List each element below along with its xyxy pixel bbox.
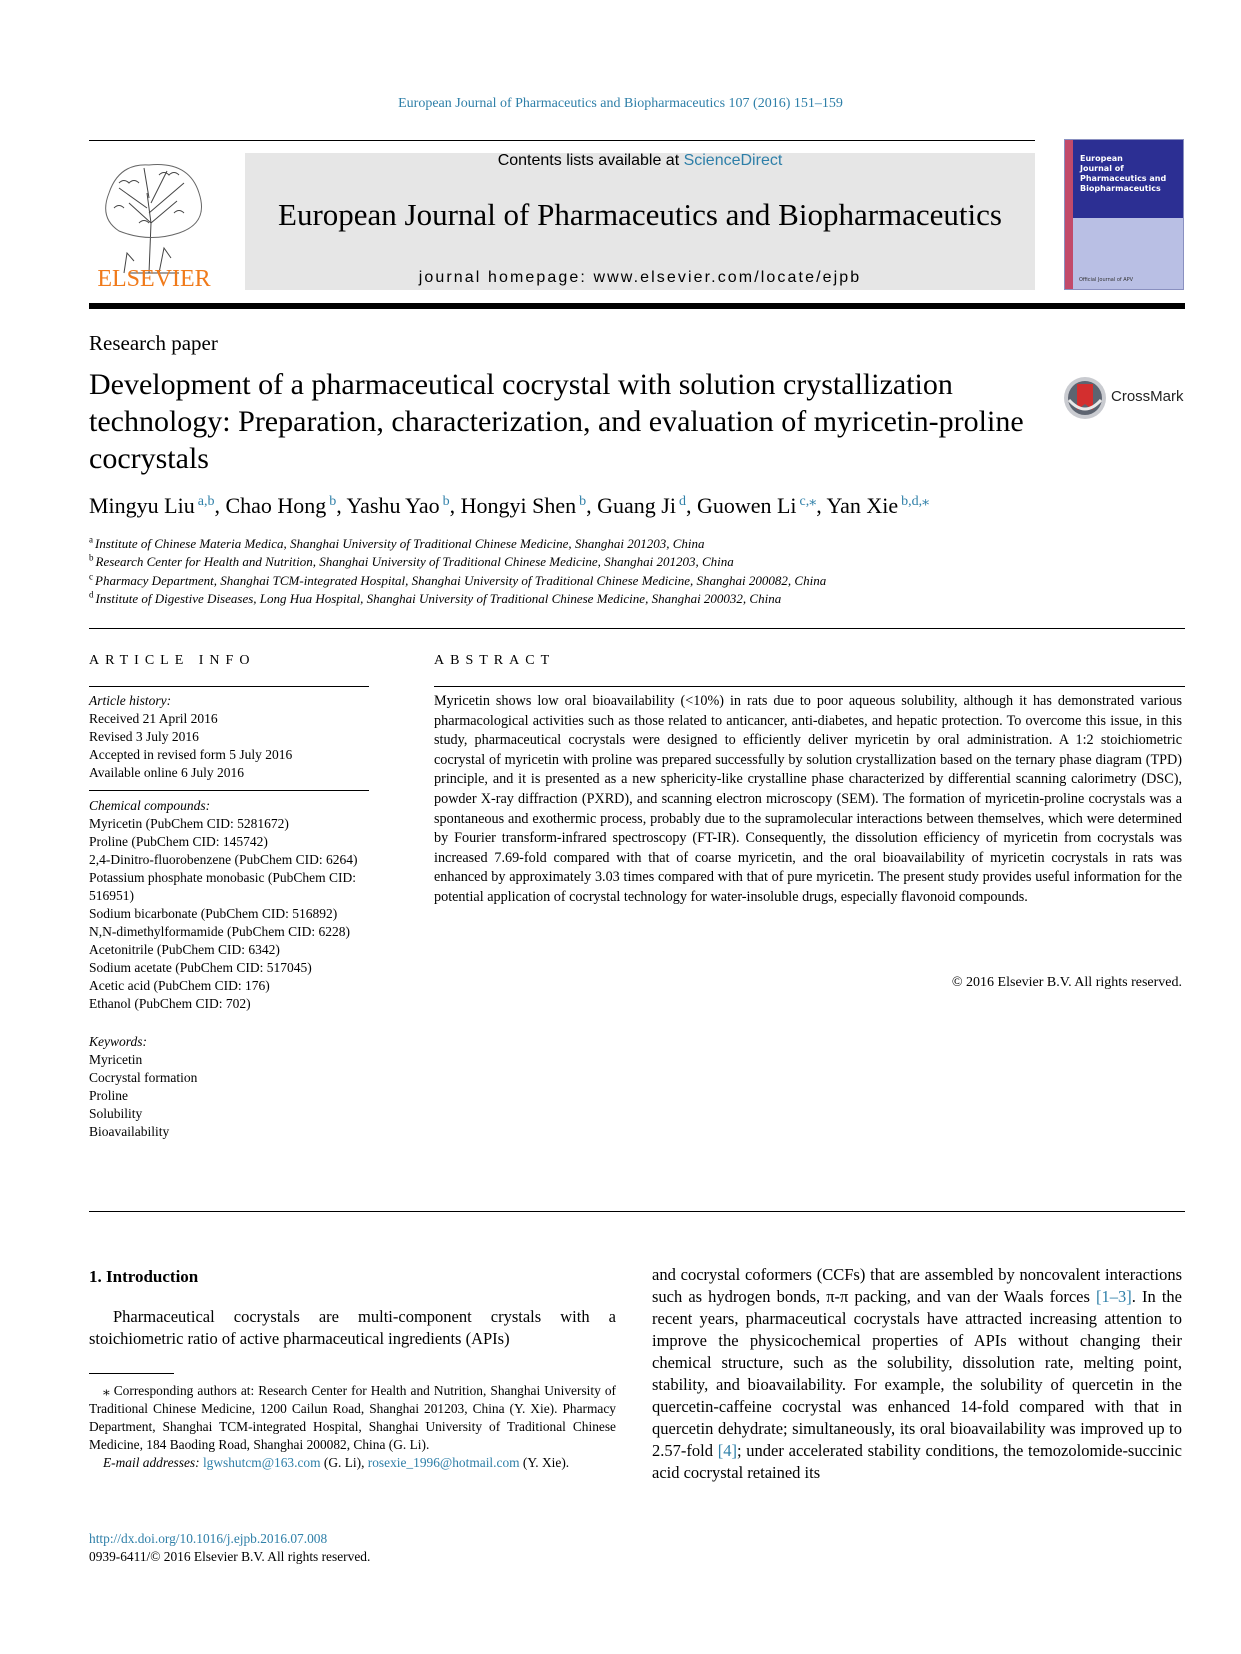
author-affiliation-marker[interactable]: b <box>442 493 450 509</box>
compound-item: Sodium bicarbonate (PubChem CID: 516892) <box>89 906 338 921</box>
affiliation-item <box>89 553 1199 571</box>
journal-reference-link[interactable]: European Journal of Pharmaceutics and Biopharmaceutics 107 (2016) 151–159 <box>398 96 843 111</box>
compound-list <box>89 815 369 1013</box>
elsevier-wordmark: ELSEVIER <box>97 266 211 292</box>
abstract-rule <box>434 686 1185 687</box>
affiliation-item <box>89 590 1199 608</box>
citation-link-4[interactable]: [4] <box>717 1441 737 1460</box>
compounds-rule <box>89 790 369 791</box>
section-heading-introduction: 1. Introduction <box>89 1267 199 1286</box>
compound-item: Acetic acid (PubChem CID: 176) <box>89 978 270 993</box>
journal-cover-thumbnail <box>1064 139 1184 290</box>
affiliations-rule <box>89 628 1185 629</box>
history-label: Article history: <box>89 693 172 708</box>
email-xie-owner: (Y. Xie). <box>519 1455 570 1470</box>
abstract-heading: ABSTRACT <box>434 653 556 668</box>
email-label: E-mail addresses: <box>103 1455 200 1470</box>
affiliation-key: c <box>89 571 93 582</box>
compound-item: 2,4-Dinitro-fluorobenzene (PubChem CID: 6264) <box>89 852 358 867</box>
keyword-item: Cocrystal formation <box>89 1070 198 1085</box>
corresponding-author-footnote <box>89 1382 616 1472</box>
header-top-rule <box>89 140 1035 141</box>
keyword-list <box>89 1051 369 1141</box>
keywords-label: Keywords: <box>89 1034 147 1049</box>
affiliation-key: a <box>89 534 93 545</box>
abstract-copyright: © 2016 Elsevier B.V. All rights reserved. <box>951 975 1182 990</box>
article-info-column <box>89 692 369 1155</box>
article-info-heading: ARTICLE INFO <box>89 653 256 668</box>
email-li-owner: (G. Li), <box>320 1455 368 1470</box>
author-affiliation-marker[interactable]: b <box>579 493 587 509</box>
keywords <box>89 1033 369 1141</box>
cover-title: European Journal of Pharmaceutics and Biopharmaceutics <box>1080 154 1167 193</box>
author-separator: , <box>816 493 827 518</box>
author-name: Hongyi Shen <box>460 493 577 518</box>
author-name: Mingyu Liu <box>89 493 195 518</box>
crossmark-label: CrossMark <box>1111 388 1184 405</box>
history-item: Revised 3 July 2016 <box>89 729 199 744</box>
compound-item: N,N-dimethylformamide (PubChem CID: 6228) <box>89 924 350 939</box>
author-separator: , <box>336 493 347 518</box>
author-name: Guang Ji <box>597 493 676 518</box>
article-history <box>89 692 369 782</box>
author-list <box>89 493 1189 519</box>
affiliation-key: d <box>89 589 94 600</box>
chemical-compounds <box>89 797 369 1013</box>
contents-prefix: Contents lists available at <box>497 152 684 169</box>
affiliation-item <box>89 535 1199 553</box>
journal-name: European Journal of Pharmaceutics and Biopharmaceutics <box>278 197 1002 232</box>
author-name: Yashu Yao <box>346 493 440 518</box>
footnote-emails <box>89 1454 616 1472</box>
author-name: Yan Xie <box>826 493 899 518</box>
citation-link-1-3[interactable]: [1–3] <box>1096 1287 1132 1306</box>
compound-item: Proline (PubChem CID: 145742) <box>89 834 268 849</box>
affiliation-text: Pharmacy Department, Shanghai TCM-integrated Hospital, Shanghai University of Traditional Chinese Medicine, Shanghai 200082, China <box>95 572 827 588</box>
intro-text-b: . In the recent years, pharmaceutical cocrystals have attracted increasing attention to improve the physicochemical properties of APIs without changing their chemical structure, such as the solubility, dissolution rate, melting point, stability, and bioavailability. For example, the solubility of quercetin in the quercetin-caffeine cocrystal was enhanced 14-fold compared with that in quercetin dehydrate; simultaneously, its oral bioavailability was improved up to 2.57-fold <box>652 1287 1182 1460</box>
article-type: Research paper <box>89 331 218 355</box>
compound-item: Acetonitrile (PubChem CID: 6342) <box>89 942 280 957</box>
doi-link[interactable]: http://dx.doi.org/10.1016/j.ejpb.2016.07.008 <box>89 1531 328 1546</box>
compound-item: Sodium acetate (PubChem CID: 517045) <box>89 960 312 975</box>
abstract-text: Myricetin shows low oral bioavailability (<10%) in rats due to poor aqueous solubility, although it has demonstrated various pharmacological activities such as those related to anticancer, anti-diabetes, and hepatic protection. To overcome this issue, in this study, pharmaceutical cocrystals were designed to efficiently deliver myricetin by oral administration. A 1:2 stoichiometric cocrystal of myricetin with proline was prepared successfully by solution crystallization based on the ternary phase diagram (TPD) principle, and it is presented as a new sphericity-like crystalline phase characterized by differential scanning calorimetry (DSC), powder X-ray diffraction (PXRD), and scanning electron microscopy (SEM). The formation of myricetin-proline cocrystals was a spontaneous and exothermic process, probably due to the supramolecular interactions between themselves, which were determined by Fourier transform-infrared spectroscopy (FT-IR). Consequently, the dissolution efficiency of myricetin from cocrystals was increased 7.69-fold compared with that of coarse myricetin, and the oral bioavailability of myricetin cocrystals in rats was enhanced by approximately 3.03 times compared with that of pure myricetin. The present study provides useful information for the potential application of cocrystal technology for water-insoluble drugs, especially flavonoid compounds. <box>434 693 1182 905</box>
compounds-label: Chemical compounds: <box>89 798 211 813</box>
history-item: Accepted in revised form 5 July 2016 <box>89 747 293 762</box>
affiliation-text: Institute of Digestive Diseases, Long Hua Hospital, Shanghai University of Traditional Chinese Medicine, Shanghai 200032, China <box>95 590 782 606</box>
affiliation-text: Institute of Chinese Materia Medica, Shanghai University of Traditional Chinese Medicine, Shanghai 201203, China <box>95 536 705 551</box>
front-matter-bottom-rule <box>89 1211 1185 1212</box>
footnote-text: ⁎ Corresponding authors at: Research Center for Health and Nutrition, Shanghai University of Traditional Chinese Medicine, 1200 Cailun Road, Shanghai 201203, China (Y. Xie). Pharmacy Department, Shanghai TCM-integrated Hospital, Shanghai University of Traditional Chinese Medicine, 184 Baoding Road, Shanghai 200082, China (G. Li). <box>89 1383 616 1452</box>
compound-item: Ethanol (PubChem CID: 702) <box>89 996 251 1011</box>
cover-side-strip <box>1065 140 1073 289</box>
intro-text-c: ; under accelerated stability conditions, the temozolomide-succinic acid cocrystal retained its <box>652 1441 1182 1482</box>
intro-text-a: and cocrystal coformers (CCFs) that are assembled by noncovalent interactions such as hydrogen bonds, π-π packing, and van der Waals forces <box>652 1265 1182 1306</box>
email-link-li[interactable]: lgwshutcm@163.com <box>202 1455 321 1470</box>
crossmark-badge[interactable] <box>1063 376 1187 420</box>
crossmark-icon <box>1063 376 1107 420</box>
affiliation-key: b <box>89 552 94 563</box>
author-name: Chao Hong <box>225 493 327 518</box>
compound-item: Myricetin (PubChem CID: 5281672) <box>89 816 289 831</box>
history-list <box>89 710 369 782</box>
keyword-item: Proline <box>89 1088 128 1103</box>
affiliation-text: Research Center for Health and Nutrition, Shanghai University of Traditional Chinese Medicine, Shanghai 201203, China <box>95 554 734 570</box>
history-item: Available online 6 July 2016 <box>89 765 244 780</box>
author-affiliation-marker[interactable]: a,b <box>197 493 215 509</box>
affiliation-item <box>89 572 1199 590</box>
author-separator: , <box>214 493 226 518</box>
author-affiliation-marker[interactable]: c,⁎ <box>799 493 817 509</box>
email-link-xie[interactable]: rosexie_1996@hotmail.com <box>367 1455 520 1470</box>
author-separator: , <box>586 493 598 518</box>
history-item: Received 21 April 2016 <box>89 711 218 726</box>
header-bottom-rule <box>89 303 1185 309</box>
contents-available-line <box>245 152 1035 170</box>
sciencedirect-link[interactable]: ScienceDirect <box>683 152 783 169</box>
author-name: Guowen Li <box>696 493 797 518</box>
intro-paragraph-1: Pharmaceutical cocrystals are multi-component crystals with a stoichiometric ratio of active pharmaceutical ingredients (APIs) <box>89 1307 616 1348</box>
article-info-rule <box>89 686 369 687</box>
footnote-rule <box>89 1373 174 1374</box>
affiliations <box>89 535 1199 608</box>
author-affiliation-marker[interactable]: b,d,⁎ <box>901 493 930 509</box>
article-title: Development of a pharmaceutical cocrystal with solution crystallization technology: Preparation, characterization, and evaluation of myricetin-proline cocrystals <box>89 368 1024 475</box>
keyword-item: Bioavailability <box>89 1124 170 1139</box>
author-separator: , <box>685 493 697 518</box>
author-affiliation-marker[interactable]: d <box>678 493 686 509</box>
issn-copyright: 0939-6411/© 2016 Elsevier B.V. All rights reserved. <box>89 1549 371 1564</box>
keyword-item: Myricetin <box>89 1052 143 1067</box>
author-separator: , <box>449 493 461 518</box>
author-affiliation-marker[interactable]: b <box>329 493 337 509</box>
keyword-item: Solubility <box>89 1106 143 1121</box>
cover-footer: Official Journal of APV <box>1079 277 1134 283</box>
compound-item: Potassium phosphate monobasic (PubChem CID: 516951) <box>89 870 356 903</box>
intro-paragraph-continued <box>652 1264 1182 1484</box>
journal-homepage[interactable]: journal homepage: www.elsevier.com/locate/ejpb <box>418 269 862 286</box>
